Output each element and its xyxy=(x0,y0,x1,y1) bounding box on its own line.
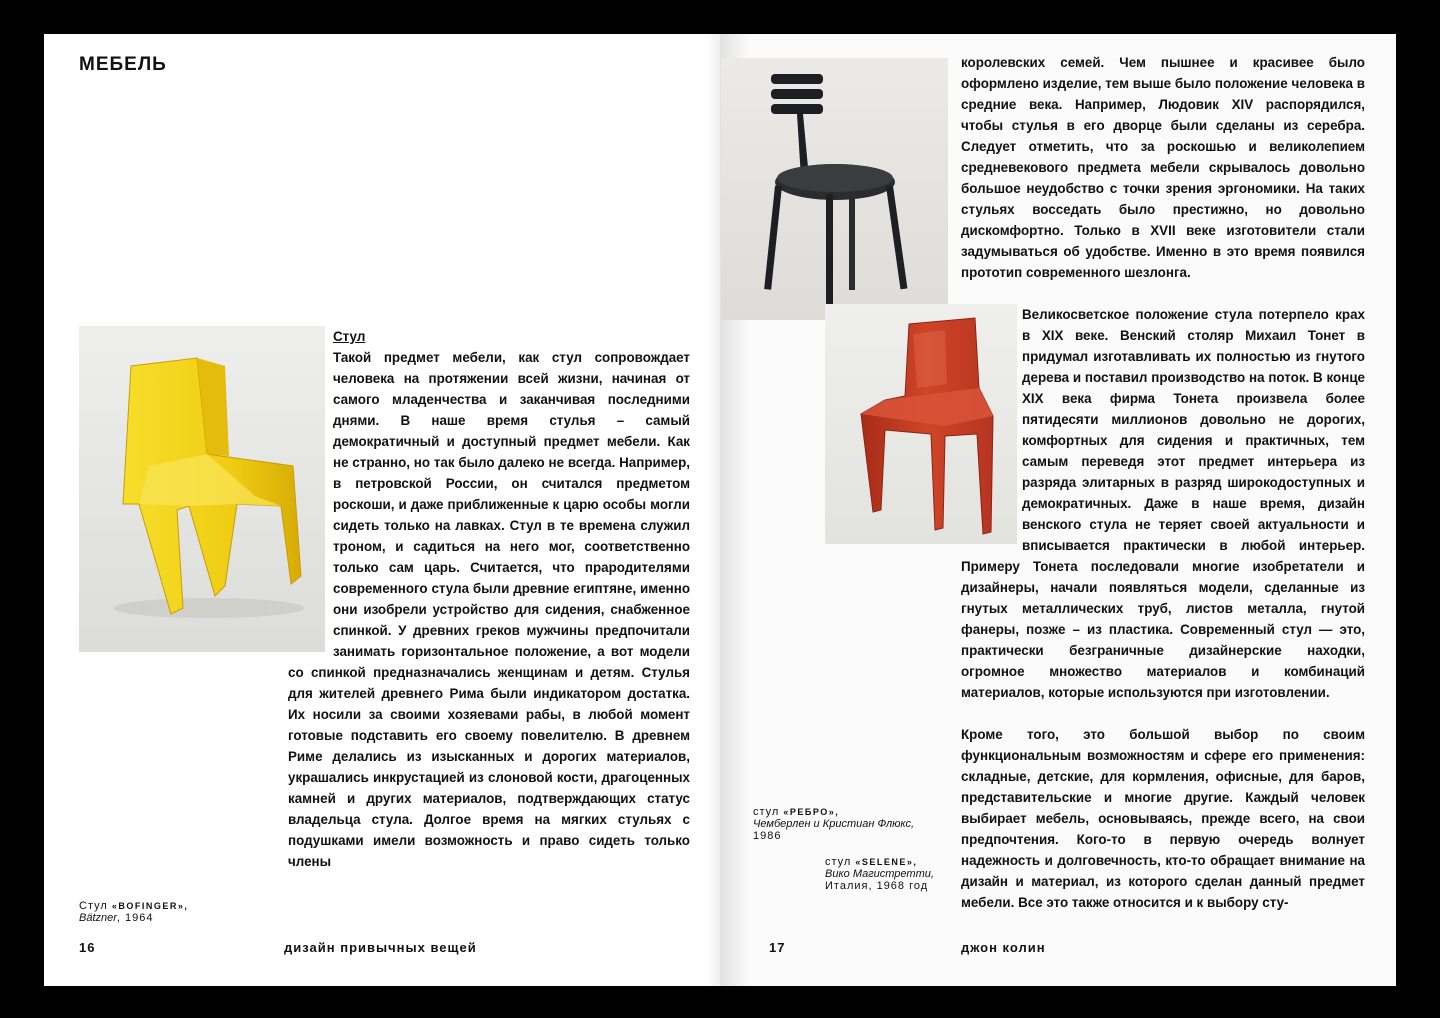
subhead-chair xyxy=(288,326,690,347)
left-body-text: Такой предмет мебели, как стул сопровождает человека на протяжении всей жизни, начиная от самого младенчества и заканчивая последними днями. В наше время стулья – самый демократичный и доступный предмет мебели. Как не странно, но так было далеко не всегда. Например, в петровской России, он считался предметом роскоши, и даже приближенные к царю особы могли сидеть только на лавках. Стул в те времена служил троном, и садиться на него мог, соответственно только сам царь. Считается, что прародителями современного стула были древние египтяне, именно они изобрели устройство для сидения, снабженное спинкой. У древних греков мужчины предпочитали занимать горизонтальное положение, а вот модели со спинкой предназначались женщинам и детям. Стулья для жителей древнего Рима были индикатором достатка. Их носили за своими хозяевами рабы, в любой момент готовые подставить его своему повелителю. В древнем Риме делались из изысканных и дорогих материалов, украшались инкрустацией из слоновой кости, драгоценных камней и других материалов, подтверждающих статус владельца стула. Долгое время на мягких стульях с подушками имели возможность и право сидеть только члены xyxy=(288,350,690,869)
rebro-caption-prefix: стул xyxy=(753,806,784,818)
selene-caption-name: «SELENE», xyxy=(855,857,918,867)
right-text-column xyxy=(961,52,1365,913)
rebro-chair-photo xyxy=(721,58,948,320)
running-title-left: дизайн привычных вещей xyxy=(284,940,477,955)
selene-caption-year: Италия, 1968 год xyxy=(825,880,929,892)
page-number-left: 16 xyxy=(79,940,96,955)
rebro-caption-year: 1986 xyxy=(753,830,782,842)
section-title: МЕБЕЛЬ xyxy=(79,54,167,75)
page-number-right: 17 xyxy=(769,940,786,955)
right-paragraph-1: королевских семей. Чем пышнее и красивее было оформлено изделие, тем выше было положение человека в средние века. Например, Людовик XIV распорядился, чтобы стулья в его дворце были сделаны из серебра. Следует отметить, что за роскошью и великолепием средневекового предмета мебели скрывалось довольно большое неудобство с точки зрения эргономики. На таких стульях восседать было престижно, но довольно дискомфортно. Только в XVII веке изготовители стали задумываться об удобстве. Именно в это время появился прототип современного шезлонга. xyxy=(961,55,1365,280)
left-text-column xyxy=(288,326,690,872)
caption-year: , 1964 xyxy=(116,912,154,924)
selene-chair-photo xyxy=(825,304,1017,544)
bofinger-caption xyxy=(79,900,188,924)
right-paragraph-3: Кроме того, это большой выбор по своим функциональным возможностям и сфере его применения: складные, детские, для кормления, офисные, для баров, представительские и многие другие. Каждый человек выбирает мебель, основываясь, прежде всего, на свои предпочтения. Кого-то в первую очередь волнует надежность и долговечность, кто-то обращает внимание на дизайн и материал, из которого сделан данный предмет мебели. Все это также относится и к выбору сту- xyxy=(961,727,1365,910)
caption-name: «BOFINGER», xyxy=(111,901,189,911)
right-page xyxy=(720,34,1396,986)
selene-caption xyxy=(825,856,934,892)
rebro-caption-author: Чемберлен и Кристиан Флюкс, xyxy=(753,818,915,830)
gutter-shadow xyxy=(706,34,720,986)
right-paragraph-2: Великосветское положение стула потерпело крах в XIX веке. Венский столяр Михаил Тонет в придумал изготавливать их полностью из гнутого дерева и поставил производство на поток. В конце XIX века фирма Тонета произвела более пятидесяти миллионов довольно не дорогих, комфортных для сидения и практичных, тем самым переведя этот предмет интерьера из разряда элитарных в разряд широкодоступных и демократичных. Даже в наше время, дизайн венского стула не теряет своей актуальности и вписывается практически в любой интерьер. Примеру Тонета последовали многие изобретатели и дизайнеры, начали появляться модели, сделанные из гнутых металлических труб, листов металла, гнутой фанеры, позже – из пластика. Современный стул — это, практически безграничные дизайнерские находки, огромное множество материалов и комбинаций материалов, которые используются при изготовлении. xyxy=(961,307,1365,700)
caption-prefix: Стул xyxy=(79,900,112,912)
bofinger-chair-photo xyxy=(79,326,325,652)
subhead-label: Стул xyxy=(333,329,366,344)
left-page xyxy=(44,34,720,986)
selene-caption-prefix: стул xyxy=(825,856,856,868)
rebro-caption-name: «РЕБРО», xyxy=(783,807,840,817)
caption-author: Bätzner xyxy=(79,912,117,924)
selene-caption-author: Вико Магистретти, xyxy=(825,868,934,880)
running-title-right: джон колин xyxy=(961,940,1046,955)
rebro-caption xyxy=(753,806,914,842)
